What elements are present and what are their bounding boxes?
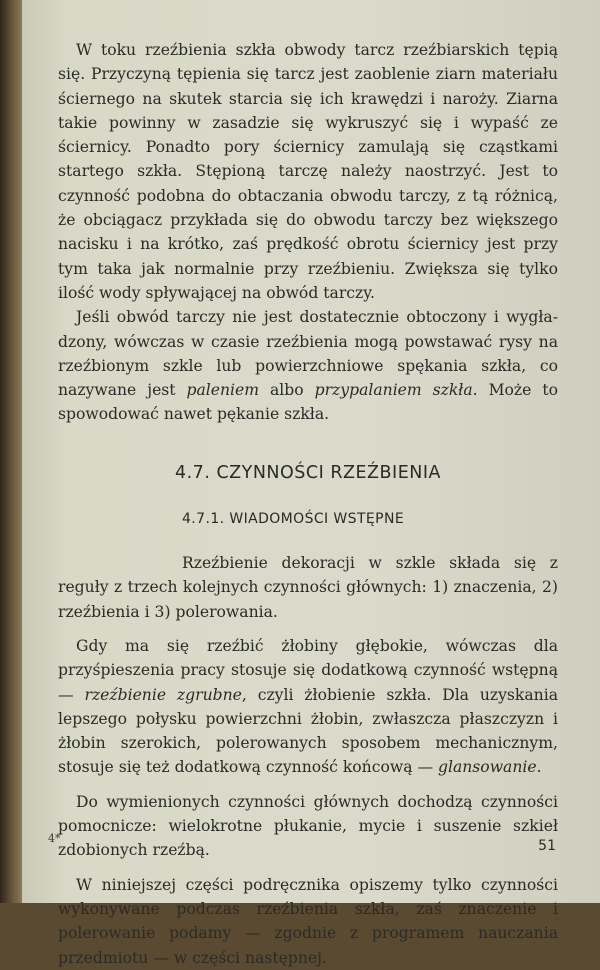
term-glansowanie: glansowanie [438, 758, 537, 777]
page-number: 51 [538, 838, 556, 854]
section-title: 4.7. CZYNNOŚCI RZEŹBIENIA [174, 462, 441, 483]
term-palenie: paleniem [186, 381, 260, 400]
page-text [58, 38, 558, 970]
paragraph-main-operations: Rzeźbienie dekoracji w szkle składa się z reguły z trzech kolejnych czynności głównych: 1) znaczenia, 2) rzeźbienia i 3) polerowania. [58, 554, 558, 621]
paragraph-tool-wear: W toku rzeźbienia szkła obwody tarcz rzeźbiarskich tępią się. Przyczyną tępienia się tarcz jest zaoblenie ziarn materiału ściernego na skutek starcia się ich krawędzi i naroży. Ziarna takie powinny w zasadzie się wykruszyć się i wypaść ze ściernicy. Ponadto pory ściernicy zamulają się cząstkami startego szkła. Stępioną tarczę należy naostrzyć. Jest to czynność podobna do obtaczania obwodu tarczy, z tą różnicą, że obciągacz przykłada się do obwodu tarczy bez większego nacisku i na krótko, zaś prędkość obrotu ściernicy jest przy tym taka jak normalnie przy rzeźbieniu. Zwiększa się tylko ilość wody spływającej na obwód tarczy. [58, 41, 558, 302]
subsection-title: 4.7.1. WIADOMOŚCI WSTĘPNE [182, 510, 405, 527]
book-binding [0, 0, 22, 903]
paragraph-burning: Jeśli obwód tarczy nie jest dostatecznie obtoczony i wygładzony, wówczas w czasie rzeźbienia mogą powstawać rysy na rzeźbionym szkle lub powierzchniowe spękania szkła, co nazywane jest paleniem albo przypalaniem szkła. Może to spowodować nawet pękanie szkła. [58, 308, 558, 424]
term-przypalanie: przypalaniem szkła. [314, 381, 478, 400]
paragraph-rough-carving: Gdy ma się rzeźbić żłobiny głębokie, wówczas dla przyśpieszenia pracy stosuje się dodatkową czynność wstępną — rzeźbienie zgrubne, czyli żłobienie szkła. Dla uzyskania lepszego połysku powierzchni żłobin, zwłaszcza płaszczyzn i żłobin szerokich, polerowanych sposobem mechanicznym, stosuje się też dodatkową czynność końcową — glansowanie. [58, 636, 558, 777]
term-rzezbienie-zgrubne: rzeźbienie zgrubne [84, 685, 242, 704]
paragraph-auxiliary-operations: Do wymienionych czynności głównych dochodzą czynności pomocnicze: wielokrotne płukanie, mycie i suszenie szkieł zdobionych rzeźbą. [58, 792, 558, 860]
signature-mark: 4* [48, 832, 61, 845]
book-page [22, 0, 600, 967]
paragraph-scope: W niniejszej części podręcznika opiszemy tylko czynności wykonywane podczas rzeźbienia szkła, zaś znaczenie i polerowanie podamy — zgodnie z programem nauczania przedmiotu — w części następnej. [58, 875, 558, 967]
